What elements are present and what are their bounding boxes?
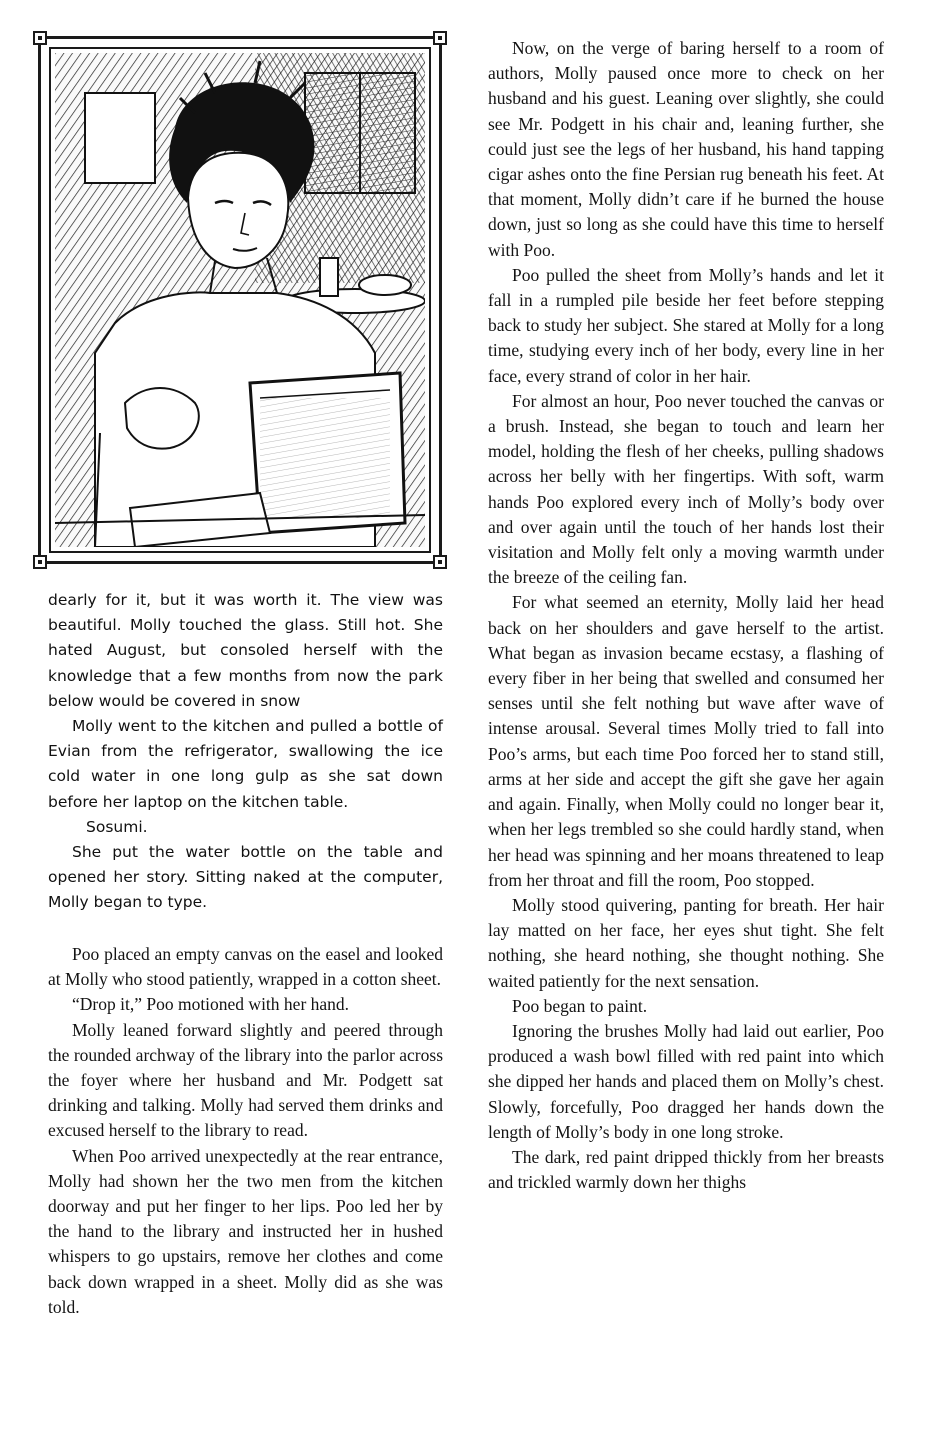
paragraph: dearly for it, but it was worth it. The view was beautiful. Molly touched the glass. Still hot. She hated August, but consoled herself with the knowledge that a few months from now the park below would be covered in snow — [48, 591, 443, 710]
paragraph: Ignoring the brushes Molly had laid out earlier, Poo produced a wash bowl filled with red paint into which she dipped her hands and placed them on Molly’s chest. Slowly, forcefully, Poo dragged her hands down the length of Molly’s body in one long stroke. — [488, 1020, 884, 1142]
paragraph: When Poo arrived unexpectedly at the rear entrance, Molly had shown her the two men from the kitchen doorway and put her finger to her lips. Poo led her by the hand to the library and instructed her in hushed whispers to go upstairs, remove her clothes and come back down wrapped in a sheet. Molly did as she was told. — [48, 1145, 443, 1317]
right-column-text — [488, 36, 884, 1195]
frame-corner-ornament — [433, 555, 447, 569]
frame-corner-ornament — [33, 555, 47, 569]
paragraph: Poo pulled the sheet from Molly’s hands and let it fall in a rumpled pile beside her feet before stepping back to study her subject. She stared at Molly for a long time, studying every inch of her body, every line in her face, every strand of color in her hair. — [488, 264, 884, 386]
ink-drawing-image — [55, 53, 425, 547]
illustration-artwork — [55, 53, 425, 547]
left-column-sans-text — [48, 588, 443, 916]
paragraph: The dark, red paint dripped thickly from her breasts and trickled warmly down her thighs — [488, 1146, 884, 1193]
paragraph: Now, on the verge of baring herself to a room of authors, Molly paused once more to check on her husband and his guest. Leaning over slightly, she could see Mr. Podgett in his chair and, leaning further, she could just see the legs of her husband, his hand tapping cigar ashes onto the fine Persian rug beneath his feet. At that moment, Molly didn’t care if he burned the house down, just so long as she could have this time to herself with Poo. — [488, 38, 884, 260]
paragraph: Poo placed an empty canvas on the easel and looked at Molly who stood patiently, wrapped in a cotton sheet. — [48, 944, 443, 990]
paragraph: For what seemed an eternity, Molly laid her head back on her shoulders and gave herself to the artist. What began as invasion became ecstasy, a flashing of every fiber in her being that swelled and consumed her senses until she felt nothing but wave after wave of intense arousal. Several times Molly tried to fall into Poo’s arms, but each time Poo forced her to stand still, arms at her side and accept the gift she gave her again and again. Finally, when Molly could no longer bear it, when her legs trembled so she could hardly stand, when her head was spinning and her moans threatened to leap from her throat and fill the room, Poo stopped. — [488, 592, 884, 890]
frame-corner-ornament — [33, 31, 47, 45]
frame-corner-ornament — [433, 31, 447, 45]
paragraph: Molly went to the kitchen and pulled a bottle of Evian from the refrigerator, swallowing the ice cold water in one long gulp as she sat down before her laptop on the kitchen table. — [48, 717, 443, 811]
paragraph: She put the water bottle on the table and opened her story. Sitting naked at the computer, Molly began to type. — [48, 843, 443, 912]
paragraph: Molly leaned forward slightly and peered through the rounded archway of the library into the parlor across the foyer where her husband and Mr. Podgett sat drinking and talking. Molly had served them drinks and excused herself to the library to read. — [48, 1019, 443, 1141]
left-column-serif-text — [48, 942, 443, 1320]
paragraph: “Drop it,” Poo motioned with her hand. — [72, 994, 350, 1015]
paragraph: Molly stood quivering, panting for breath. Her hair lay matted on her face, her eyes shut tight. She felt nothing, she heard nothing, she thought nothing. She waited patiently for the next sensation. — [488, 894, 884, 991]
illustration-frame — [38, 36, 442, 564]
paragraph: Poo began to paint. — [512, 995, 648, 1016]
paragraph: For almost an hour, Poo never touched the canvas or a brush. Instead, she began to touch and learn her model, holding the flesh of her cheeks, pulling shadows across her belly with her fingertips. With soft, warm hands Poo explored every inch of Molly’s body over and over again until the touch of her hands lost their visitation and Molly felt only a moving warmth under the breeze of the ceiling fan. — [488, 390, 884, 588]
paragraph: Sosumi. — [86, 817, 148, 836]
